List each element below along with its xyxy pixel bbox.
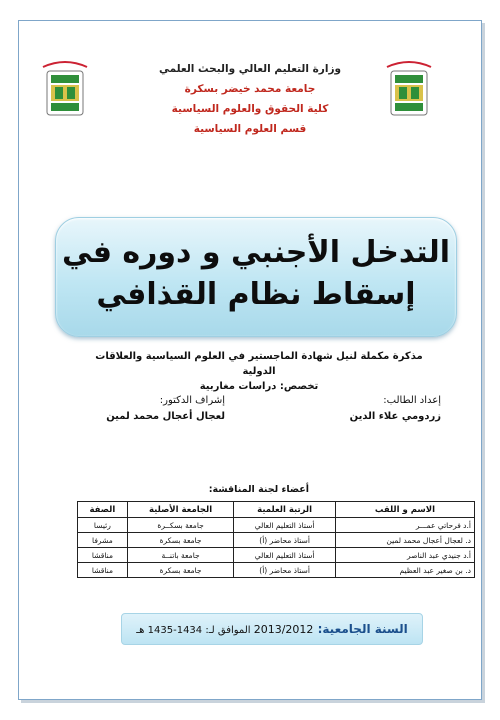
member-name: أ.د جنيدي عبد الناصر (335, 548, 474, 563)
supervisor-label: إشراف الدكتور: (159, 395, 225, 406)
student-label: إعداد الطالب: (383, 395, 441, 406)
member-rank: أستاذ محاضر (أ) (234, 563, 336, 578)
academic-year-label: السنة الجامعية (322, 622, 408, 636)
faculty-name: كلية الحقوق والعلوم السياسية (171, 103, 329, 115)
member-role: رئيسا (78, 518, 128, 533)
member-name: أ.د فرحاتي عمـــر (335, 518, 474, 533)
academic-year-hijri: الموافق لـ: 1434-1435 هـ (136, 625, 251, 636)
institution-header (129, 59, 371, 139)
thesis-specialization: تخصص: دراسات مغاربية (199, 381, 319, 392)
cover-page (18, 20, 482, 700)
academic-year-box: السنة الجامعية: 2013/2012 الموافق لـ: 1434-1435 هـ (121, 613, 423, 645)
member-role: مناقشا (78, 548, 128, 563)
student-name: زردومي علاء الدين (349, 411, 441, 422)
member-name: د. بن صغير عبد العظيم (335, 563, 474, 578)
member-role: مشرفا (78, 533, 128, 548)
thesis-title-box (55, 217, 457, 337)
member-university: جامعة باتنــة (127, 548, 234, 563)
university-name: جامعة محمد خيضر بسكرة (184, 83, 316, 95)
committee-table (77, 501, 475, 578)
student-block (350, 393, 441, 425)
member-role: مناقشا (78, 563, 128, 578)
table-row (78, 518, 475, 533)
thesis-description: مذكرة مكملة لنيل شهادة الماجستير في العلوم السياسية والعلاقات الدولية (95, 351, 423, 377)
department-name: قسم العلوم السياسية (193, 123, 307, 135)
table-row (78, 533, 475, 548)
supervisor-block (65, 393, 225, 425)
university-emblem-right (381, 59, 437, 121)
member-rank: أستاذ التعليم العالي (234, 548, 336, 563)
table-row (78, 563, 475, 578)
column-header-name: الاسم و اللقب (335, 502, 474, 518)
member-university: جامعة بسكرة (127, 563, 234, 578)
column-header-role: الصفة (78, 502, 128, 518)
supervisor-name: لعجال أعجال محمد لمين (106, 411, 225, 422)
member-name: د. لعجال أعجال محمد لمين (335, 533, 474, 548)
column-header-rank: الرتبة العلمية (234, 502, 336, 518)
thesis-title-line2: إسقاط نظام القذافي (96, 277, 416, 312)
table-header-row (78, 502, 475, 518)
table-row (78, 548, 475, 563)
thesis-description-block (79, 349, 439, 394)
member-university: جامعة بسكــرة (127, 518, 234, 533)
ministry-name: وزارة التعليم العالي والبحث العلمي (158, 63, 342, 75)
university-emblem-left (37, 59, 93, 121)
academic-year-value: 2013/2012 (253, 623, 314, 636)
column-header-university: الجامعة الأصلية (127, 502, 234, 518)
member-rank: أستاذ التعليم العالي (234, 518, 336, 533)
member-university: جامعة بسكرة (127, 533, 234, 548)
member-rank: أستاذ محاضر (أ) (234, 533, 336, 548)
thesis-title-line1: التدخل الأجنبي و دوره في (61, 235, 451, 270)
committee-title: أعضاء لجنة المناقشة: (208, 484, 309, 495)
